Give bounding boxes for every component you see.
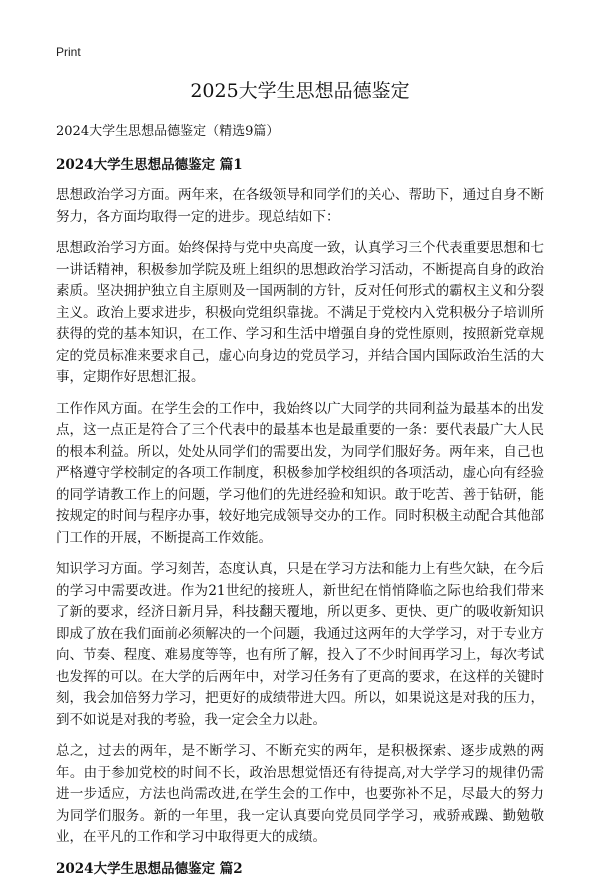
- paragraph: 思想政治学习方面。两年来，在各级领导和同学们的关心、帮助下，通过自身不断努力，各方面均取得一定的进步。现总结如下：: [56, 187, 544, 225]
- document-subtitle: 2024大学生思想品德鉴定（精选9篇）: [56, 124, 280, 139]
- section-1: [56, 155, 544, 849]
- paragraph: 思想政治学习方面。始终保持与党中央高度一致，认真学习三个代表重要思想和七一讲话精神，积极参加学院及班上组织的思想政治学习活动，不断提高自身的政治素质。坚决拥护独立自主原则及一国两制的方针，反对任何形式的霸权主义和分裂主义。政治上要求进步，积极向党组织靠拢。不满足于党校内入党积极分子培训所获得的党的基本知识，在工作、学习和生活中增强自身的党性原则，按照新党章规定的党员标准来要求自己，虚心向身边的党员学习，并结合国内国际政治生活的大事，定期作好思想汇报。: [56, 240, 544, 385]
- paragraph: 工作作风方面。在学生会的工作中，我始终以广大同学的共同利益为最基本的出发点，这一点正是符合了三个代表中的最基本也是最重要的一条：要代表最广大人民的根本利益。所以，处处从同学们的需要出发，为同学们服好务。两年来，自己也严格遵守学校制定的各项工作制度，积极参加学校组织的各项活动，虚心向有经验的同学请教工作上的问题，学习他们的先进经验和知识。敢于吃苦、善于钻研，能按规定的时间与程序办事，较好地完成领导交办的工作。同时积极主动配合其他部门工作的开展，不断提高工作效能。: [56, 400, 544, 546]
- section-heading: 2024大学生思想品德鉴定 篇1: [56, 157, 243, 173]
- print-link[interactable]: Print: [56, 45, 81, 59]
- paragraph: 总之，过去的两年，是不断学习、不断充实的两年，是积极探索、逐步成熟的两年。由于参加党校的时间不长，政治思想觉悟还有待提高,对大学学习的规律仍需进一步适应，方法也尚需改进,在学生会的工作中，也要弥补不足，尽最大的努力为同学们服务。新的一年里，我一定认真要向党员同学学习，戒骄戒躁、勤勉敬业，在平凡的工作和学习中取得更大的成绩。: [56, 743, 544, 845]
- section-2: [56, 859, 544, 879]
- section-heading: 2024大学生思想品德鉴定 篇2: [56, 860, 243, 877]
- document-title: 2025大学生思想品德鉴定: [190, 80, 410, 102]
- paragraph: 知识学习方面。学习刻苦，态度认真，只是在学习方法和能力上有些欠缺，在今后的学习中需要改进。作为21世纪的接班人，新世纪在悄悄降临之际也给我们带来了新的要求，经济日新月异，科技翻天覆地，所以更多、更快、更广的吸收新知识即成了放在我们面前必须解决的一个问题，我通过这两年的大学学习，对于专业方向、节奏、程度、难易度等等，也有所了解，投入了不少时间再学习上，每次考试也发挥的可以。在大学的后两年中，对学习任务有了更高的要求，在这样的关键时刻，我会加倍努力学习，把更好的成绩带进大四。所以，如果说这是对我的压力，到不如说是对我的考验，我一定会全力以赴。: [56, 561, 544, 728]
